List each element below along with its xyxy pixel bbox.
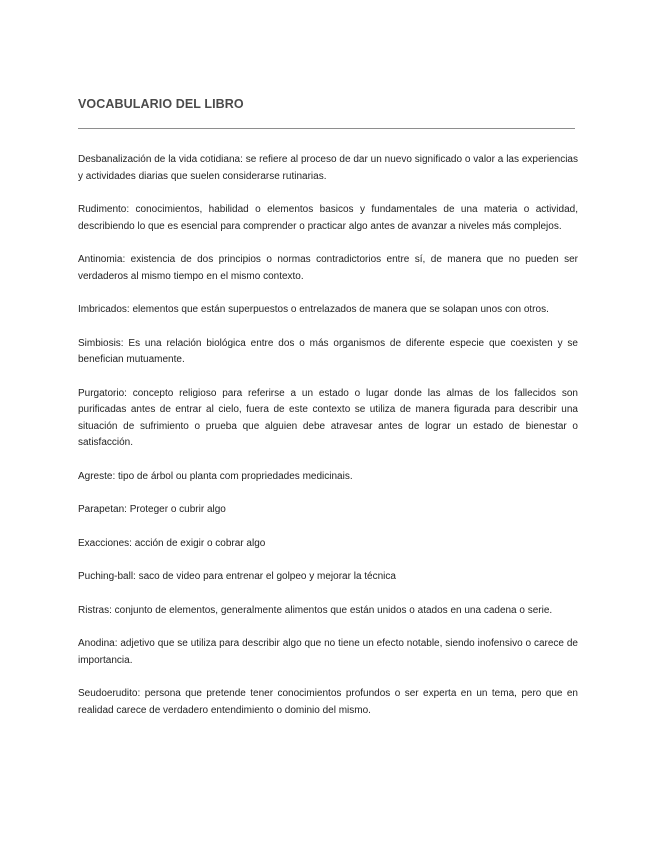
vocabulary-entry-desbanalizacion: Desbanalización de la vida cotidiana: se refiere al proceso de dar un nuevo significado o valor a las experiencias y actividades diarias que suelen considerarse rutinarias. [78,154,578,182]
vocabulary-entry-parapetan: Parapetan: Proteger o cubrir algo [78,504,226,515]
title-divider [78,128,575,129]
vocabulary-entry-imbricados: Imbricados: elementos que están superpuestos o entrelazados de manera que se solapan unos con otros. [78,304,549,315]
vocabulary-entry-puching-ball: Puching-ball: saco de video para entrenar el golpeo y mejorar la técnica [78,571,396,582]
vocabulary-entry-purgatorio: Purgatorio: concepto religioso para referirse a un estado o lugar donde las almas de los fallecidos son purificadas antes de entrar al cielo, fuera de este contexto se utiliza de manera figurada para describir una situación de sufrimiento o prueba que alguien debe atravesar antes de lograr un estado de bienestar o satisfacción. [78,387,578,448]
document-title: VOCABULARIO DEL LIBRO [78,97,244,111]
vocabulary-entry-exacciones: Exacciones: acción de exigir o cobrar algo [78,537,266,549]
vocabulary-entry-antinomia: Antinomia: existencia de dos principios o normas contradictorios entre sí, de manera que no pueden ser verdaderos al mismo tiempo en el mismo contexto. [78,254,578,282]
vocabulary-list [78,152,578,736]
vocabulary-entry-seudoerudito: Seudoerudito: persona que pretende tener conocimientos profundos o ser experta en un tema, pero que en realidad carece de verdadero entendimiento o dominio del mismo. [78,688,578,716]
vocabulary-entry-ristras: Ristras: conjunto de elementos, generalmente alimentos que están unidos o atados en una cadena o serie. [78,604,553,616]
document-page [78,96,578,716]
vocabulary-entry-agreste: Agreste: tipo de árbol ou planta com propriedades medicinais. [78,470,353,482]
vocabulary-entry-simbiosis: Simbiosis: Es una relación biológica entre dos o más organismos de diferente especie que coexisten y se benefician mutuamente. [78,337,578,365]
vocabulary-entry-anodina: Anodina: adjetivo que se utiliza para describir algo que no tiene un efecto notable, siendo inofensivo o carece de importancia. [78,638,578,666]
vocabulary-entry-rudimento: Rudimento: conocimientos, habilidad o elementos basicos y fundamentales de una materia o actividad, describiendo lo que es esencial para comprender o practicar algo antes de avanzar a niveles más complejos. [78,204,578,232]
